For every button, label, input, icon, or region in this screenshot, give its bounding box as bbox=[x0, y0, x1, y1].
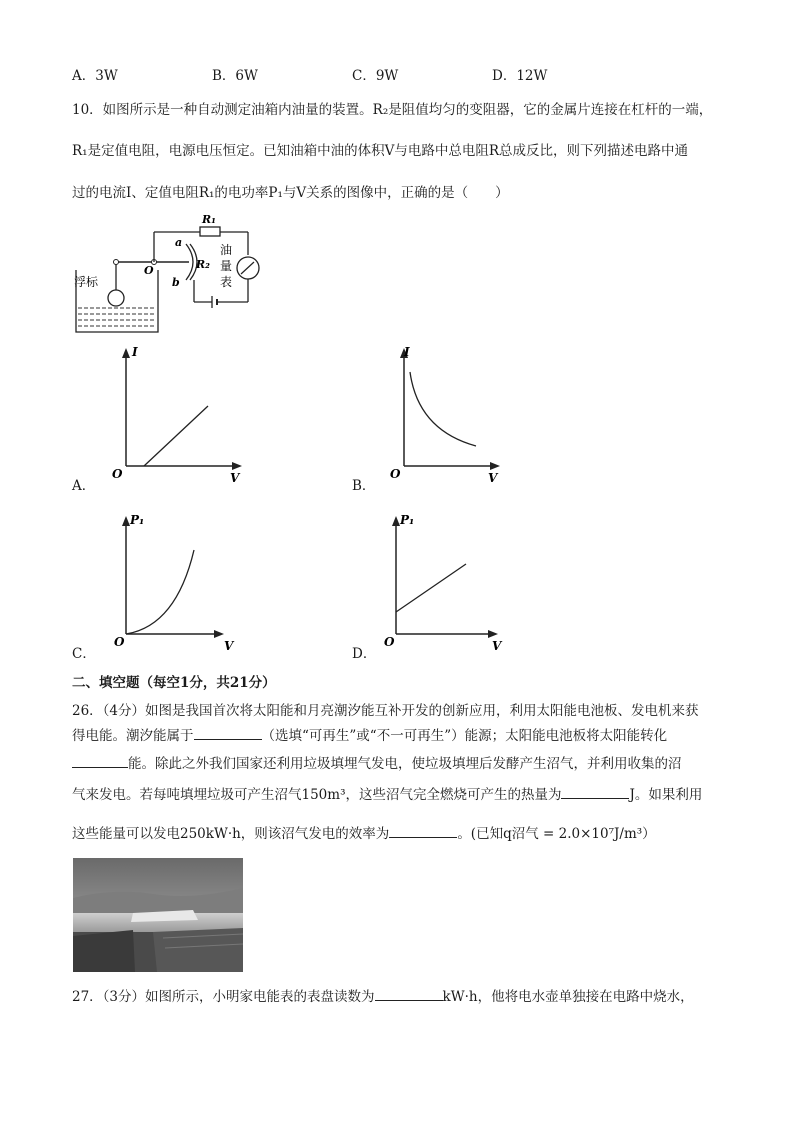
q27-line-1 bbox=[72, 985, 694, 1005]
graph-d bbox=[380, 508, 520, 653]
graph-a bbox=[110, 340, 250, 485]
graph-d-curve bbox=[396, 564, 466, 612]
float-label: 浮标 bbox=[74, 275, 99, 289]
q27-blank-1[interactable] bbox=[375, 986, 443, 1001]
q26-line-4 bbox=[72, 783, 702, 803]
graph-a-option: A． bbox=[72, 478, 96, 494]
q26-blank-4[interactable] bbox=[389, 823, 457, 838]
graph-b-curve bbox=[410, 372, 476, 446]
graph-b-option: B． bbox=[352, 478, 376, 494]
q26-line-5-text-b: 。(已知q沼气 = 2.0×10⁷J/m³） bbox=[457, 826, 656, 842]
graph-c-y-axis: P₁ bbox=[130, 513, 145, 527]
graph-a-curve bbox=[144, 406, 208, 466]
oil-gauge-circuit-diagram bbox=[72, 210, 282, 340]
section-2-title: 二、填空题（每空1分，共21分） bbox=[72, 675, 276, 691]
q27-line-1-text-b: kW·h，他将电水壶单独接在电路中烧水， bbox=[442, 989, 694, 1005]
q26-blank-2[interactable] bbox=[72, 753, 128, 768]
q9-option-d: D．12W bbox=[492, 68, 548, 84]
q10-line-1: 10．如图所示是一种自动测定油箱内油量的装置。R₂是阻值均匀的变阻器，它的金属片连接在杠杆的一端， bbox=[72, 102, 713, 118]
tidal-solar-photo bbox=[73, 858, 243, 972]
q26-line-2-text-b: （选填“可再生”或“不一可再生”）能源；太阳能电池板将太阳能转化 bbox=[261, 728, 668, 744]
q10-line-3: 过的电流I、定值电阻R₁的电功率P₁与V关系的图像中，正确的是（ ） bbox=[72, 185, 509, 201]
q26-line-5 bbox=[72, 822, 656, 842]
meter-label-3: 表 bbox=[220, 275, 233, 289]
q10-line-2: R₁是定值电阻，电源电压恒定。已知油箱中油的体积V与电路中总电阻R总成反比，则下列描述电路中通 bbox=[72, 143, 688, 159]
q9-option-b: B．6W bbox=[212, 68, 258, 84]
q26-line-3 bbox=[72, 752, 682, 772]
graph-d-option: D． bbox=[352, 646, 377, 662]
q9-option-c: C．9W bbox=[352, 68, 399, 84]
o-label: O bbox=[144, 264, 154, 277]
q26-line-3-text: 能。除此之外我们国家还利用垃圾填埋气发电，使垃圾填埋后发酵产生沼气，并利用收集的沼 bbox=[128, 756, 682, 772]
meter-label-1: 油 bbox=[220, 243, 233, 257]
graph-c-origin: O bbox=[114, 635, 125, 649]
meter-label-2: 量 bbox=[220, 259, 233, 273]
q26-line-2-text: 得电能。潮汐能属于 bbox=[72, 728, 194, 744]
graph-b-y-axis: I bbox=[404, 345, 410, 359]
q27-line-1-text: 27．（3分）如图所示，小明家电能表的表盘读数为 bbox=[72, 989, 375, 1005]
graph-c-curve bbox=[126, 550, 194, 634]
r2-label: R₂ bbox=[196, 258, 210, 271]
q26-line-4-text-b: J。如果利用 bbox=[629, 787, 703, 803]
graph-c-option: C． bbox=[72, 646, 96, 662]
graph-b-origin: O bbox=[390, 467, 401, 481]
b-label: b bbox=[172, 276, 180, 289]
graph-b-x-axis: V bbox=[488, 471, 498, 485]
graph-a-x-axis: V bbox=[230, 471, 240, 485]
graph-b bbox=[388, 340, 528, 485]
q26-line-4-text: 气来发电。若每吨填埋垃圾可产生沼气150m³，这些沼气完全燃烧可产生的热量为 bbox=[72, 787, 562, 803]
a-label: a bbox=[175, 236, 183, 249]
q26-line-1: 26．（4分）如图是我国首次将太阳能和月亮潮汐能互补开发的创新应用，利用太阳能电池板、发电机来获 bbox=[72, 703, 699, 719]
graph-c bbox=[110, 508, 250, 653]
graph-a-origin: O bbox=[112, 467, 123, 481]
q26-blank-1[interactable] bbox=[194, 725, 262, 740]
graph-a-y-axis: I bbox=[132, 345, 138, 359]
graph-d-x-axis: V bbox=[492, 639, 502, 653]
graph-c-x-axis: V bbox=[224, 639, 234, 653]
q26-line-2 bbox=[72, 724, 667, 744]
q9-option-a: A．3W bbox=[72, 68, 118, 84]
graph-d-y-axis: P₁ bbox=[400, 513, 415, 527]
graph-d-origin: O bbox=[384, 635, 395, 649]
r1-label: R₁ bbox=[202, 213, 216, 226]
q26-blank-3[interactable] bbox=[561, 784, 629, 799]
q26-line-5-text: 这些能量可以发电250kW·h，则该沼气发电的效率为 bbox=[72, 826, 390, 842]
